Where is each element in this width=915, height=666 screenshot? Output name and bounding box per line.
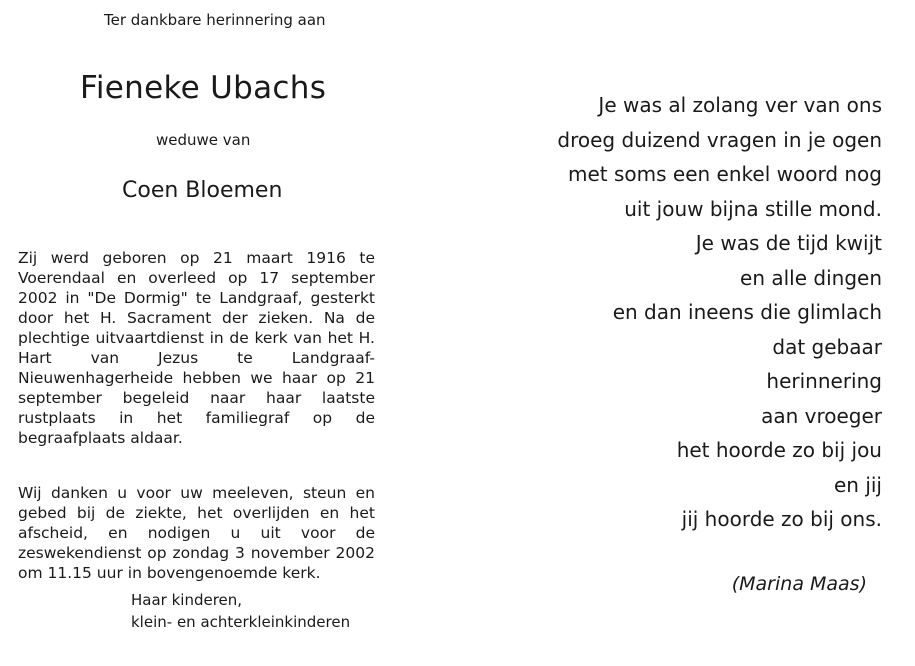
poem-line: met soms een enkel woord nog <box>568 162 882 186</box>
poem-author: (Marina Maas) <box>731 573 867 595</box>
biography-paragraph: Zij werd geboren op 21 maart 1916 te Voerendaal en overleed op 17 september 2002 in "De Dormig" te Landgraaf, gesterkt door het H. Sacrament der zieken. Na de plechtige uitvaartdienst in de kerk van het H. Hart van Jezus te Landgraaf-Nieuwenhagerheide hebben we haar op 21 september begeleid naar haar laatste rustplaats in het familiegraf op de begraafplaats aldaar. <box>18 249 375 447</box>
poem-line: uit jouw bijna stille mond. <box>624 196 882 221</box>
widow-of-text: weduwe van <box>156 131 251 149</box>
signature <box>131 589 350 633</box>
poem-line: dat gebaar <box>772 334 882 359</box>
signature-line-2: klein- en achterkleinkinderen <box>131 613 351 631</box>
poem-line: en dan ineens die glimlach <box>612 300 882 324</box>
intro-text: Ter dankbare herinnering aan <box>104 11 326 29</box>
poem-line: jij hoorde zo bij ons. <box>681 507 882 531</box>
poem-line: het hoorde zo bij jou <box>676 438 882 462</box>
thanks-paragraph: Wij danken u voor uw meeleven, steun en gebed bij de ziekte, het overlijden en het afscheid, en nodigen u uit voor de zeswekendienst op zondag 3 november 2002 om 11.15 uur in bovengenoemde kerk. <box>18 484 375 582</box>
deceased-name: Fieneke Ubachs <box>80 70 327 106</box>
poem <box>557 88 882 537</box>
signature-line-1: Haar kinderen, <box>131 591 243 609</box>
poem-line: en jij <box>833 472 882 497</box>
poem-line: Je was al zolang ver van ons <box>598 93 882 117</box>
poem-line: Je was de tijd kwijt <box>695 231 882 255</box>
poem-line: droeg duizend vragen in je ogen <box>557 127 882 152</box>
poem-line: aan vroeger <box>761 403 882 428</box>
poem-line: en alle dingen <box>740 265 882 290</box>
poem-line: herinnering <box>766 369 882 393</box>
spouse-name: Coen Bloemen <box>122 178 283 203</box>
